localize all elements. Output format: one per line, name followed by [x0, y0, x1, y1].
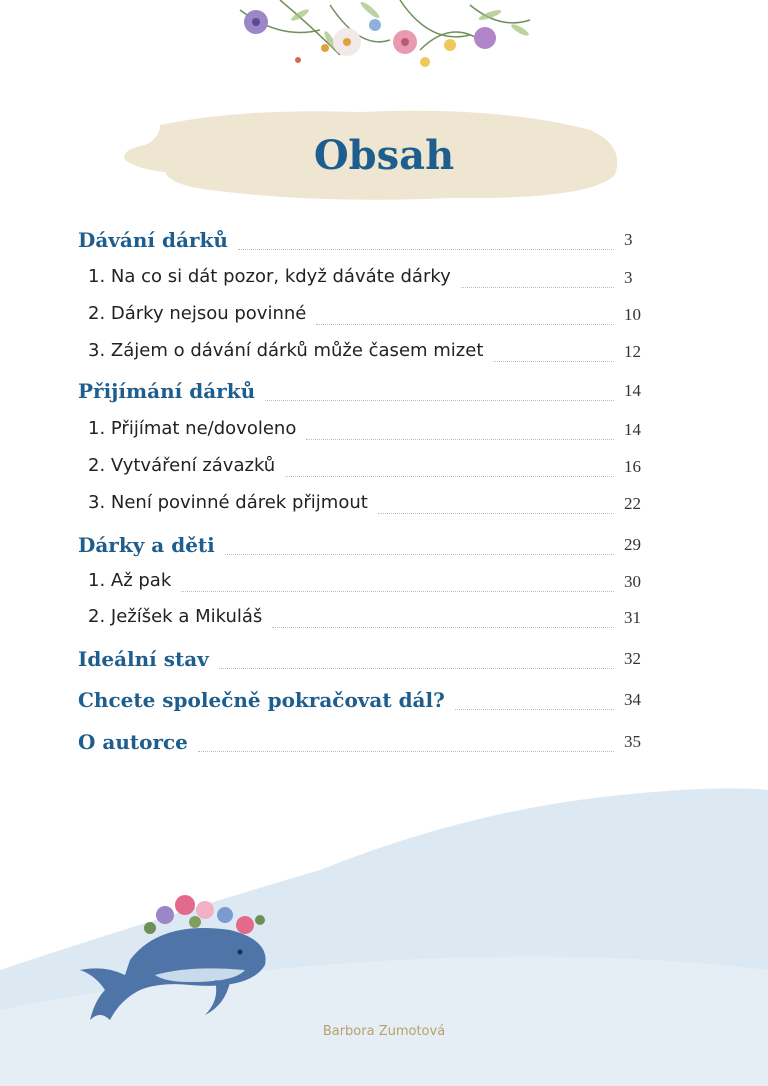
toc-page-number: 3 — [624, 268, 633, 287]
toc-page-number: 32 — [624, 649, 641, 668]
whale-with-flowers-icon — [70, 870, 280, 1030]
dot-leader — [461, 287, 614, 288]
dot-leader — [181, 591, 614, 592]
dot-leader — [455, 709, 614, 710]
author-name: Barbora Zumotová — [322, 1024, 446, 1039]
toc-page-number: 35 — [624, 732, 641, 751]
toc-section-entry[interactable] — [78, 264, 652, 294]
dot-leader — [306, 439, 614, 440]
dot-leader — [198, 751, 614, 752]
dot-leader — [265, 400, 614, 401]
toc-entry-title: Chcete společně pokračovat dál? — [78, 688, 453, 712]
toc-chapter-entry[interactable] — [78, 645, 652, 675]
dot-leader — [316, 324, 614, 325]
toc-page-number: 12 — [624, 342, 641, 361]
toc-chapter-entry[interactable] — [78, 531, 652, 561]
toc-entry-title: 2. Vytváření závazků — [88, 455, 283, 476]
toc-page-number: 22 — [624, 494, 641, 513]
toc-entry-title: Dávání dárků — [78, 228, 236, 252]
toc-page-number: 14 — [624, 420, 641, 439]
toc-entry-title: 1. Přijímat ne/dovoleno — [88, 418, 304, 439]
toc-section-entry[interactable] — [78, 604, 652, 634]
dot-leader — [225, 554, 614, 555]
toc-page-number: 29 — [624, 535, 641, 554]
toc-page-number: 16 — [624, 457, 641, 476]
toc-entry-title: O autorce — [78, 730, 196, 754]
toc-chapter-entry[interactable] — [78, 377, 652, 407]
dot-leader — [493, 361, 614, 362]
toc-entry-title: 3. Zájem o dávání dárků může časem mizet — [88, 340, 491, 361]
toc-section-entry[interactable] — [78, 301, 652, 331]
toc-entry-title: Přijímání dárků — [78, 379, 263, 403]
dot-leader — [285, 476, 614, 477]
toc-entry-title: 2. Ježíšek a Mikuláš — [88, 606, 270, 627]
page-title: Obsah — [313, 132, 455, 179]
toc-chapter-entry[interactable] — [78, 728, 652, 758]
dot-leader — [238, 249, 614, 250]
toc-entry-title: 1. Až pak — [88, 570, 179, 591]
toc-section-entry[interactable] — [78, 416, 652, 446]
toc-page-number: 30 — [624, 572, 641, 591]
toc-page-number: 34 — [624, 690, 641, 709]
toc-entry-title: 3. Není povinné dárek přijmout — [88, 492, 376, 513]
dot-leader — [272, 627, 614, 628]
toc-section-entry[interactable] — [78, 338, 652, 368]
toc-chapter-entry[interactable] — [78, 226, 652, 256]
toc-page-number: 10 — [624, 305, 641, 324]
toc-entry-title: Ideální stav — [78, 647, 217, 671]
toc-entry-title: Dárky a děti — [78, 533, 223, 557]
toc-chapter-entry[interactable] — [78, 686, 652, 716]
toc-section-entry[interactable] — [78, 453, 652, 483]
toc-section-entry[interactable] — [78, 490, 652, 520]
dot-leader — [378, 513, 614, 514]
dot-leader — [219, 668, 614, 669]
toc-page-number: 3 — [624, 230, 633, 249]
toc-entry-title: 2. Dárky nejsou povinné — [88, 303, 314, 324]
toc-page-number: 31 — [624, 608, 641, 627]
toc-entry-title: 1. Na co si dát pozor, když dáváte dárky — [88, 266, 459, 287]
toc-page-number: 14 — [624, 381, 641, 400]
toc-section-entry[interactable] — [78, 568, 652, 598]
